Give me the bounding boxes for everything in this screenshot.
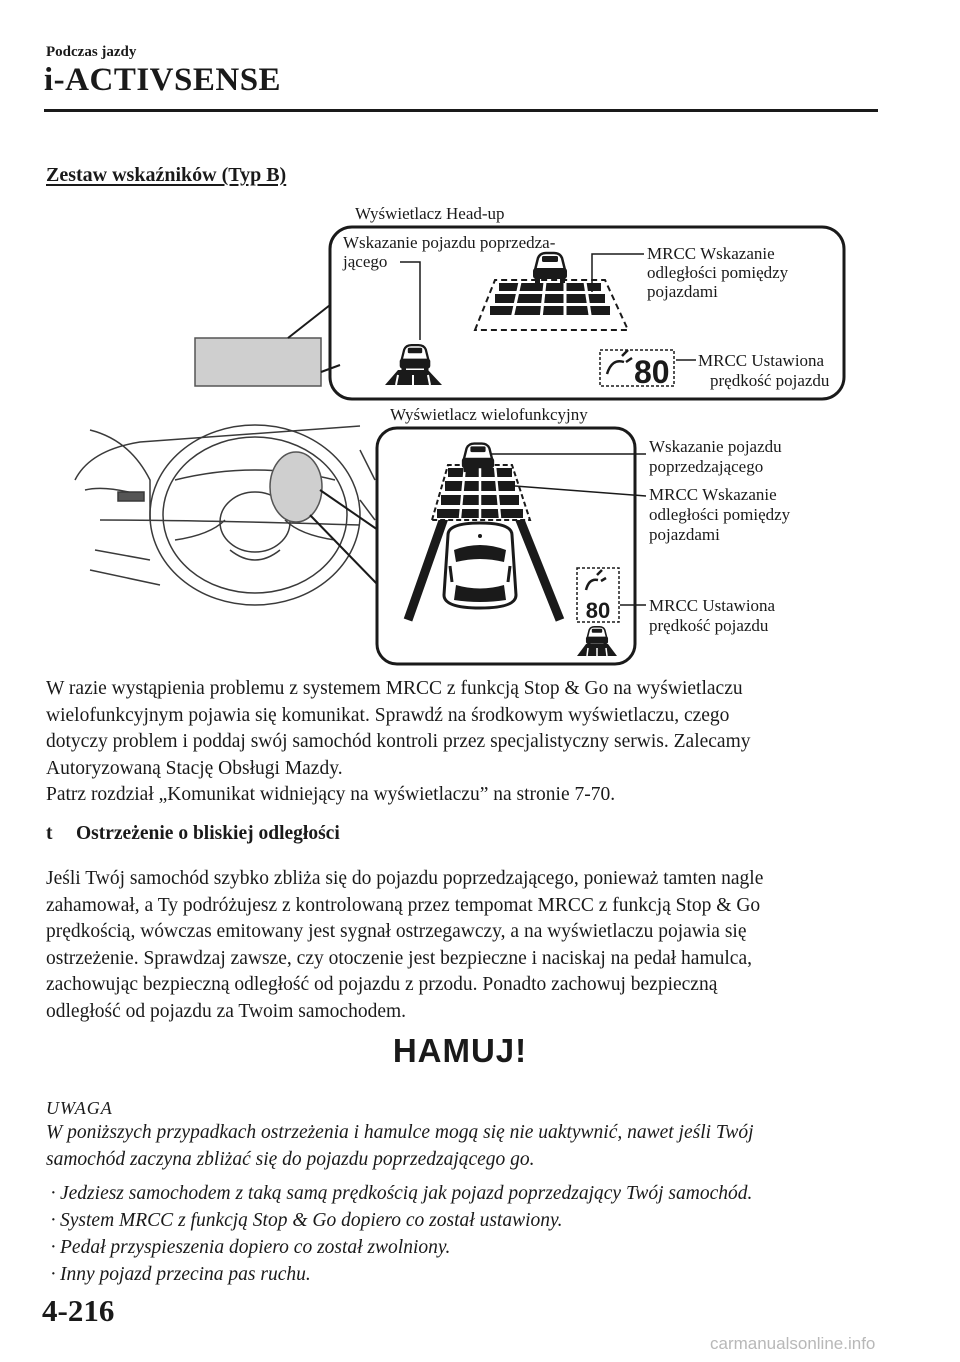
brake-warning-text: HAMUJ! bbox=[392, 1032, 528, 1069]
text-line: dotyczy problem i poddaj swój samochód kontroli przez specjalistyczny serwis. Zalecamy bbox=[46, 731, 751, 752]
hud-title-label: Wyświetlacz Head-up bbox=[355, 204, 505, 223]
text-line: prędkością, wówczas emitowany jest sygnał ostrzegawczy, a na wyświetlaczu pojawia się bbox=[46, 921, 747, 942]
paragraph-close-distance-warning bbox=[46, 866, 896, 1025]
section-title: i-ACTIVSENSE bbox=[44, 62, 282, 98]
text-line: wielofunkcyjnym pojawia się komunikat. Sprawdź na środkowym wyświetlaczu, czego bbox=[46, 704, 730, 726]
text-line: W razie wystąpienia problemu z systemem MRCC z funkcją Stop & Go na wyświetlaczu bbox=[46, 678, 743, 699]
bullet-heading bbox=[46, 823, 340, 845]
note-intro bbox=[46, 1120, 896, 1173]
page-number: 4-216 bbox=[42, 1293, 115, 1328]
multi-speed-value: 80 bbox=[585, 598, 611, 623]
hud-distance-label: MRCC Wskazanie odległości pomiędzy pojazdami bbox=[647, 244, 789, 301]
multi-speed-label: MRCC Ustawiona prędkość pojazdu bbox=[649, 596, 776, 635]
text-line: Patrz rozdział „Komunikat widniejący na wyświetlaczu” na stronie 7-70. bbox=[46, 784, 616, 805]
bullet-marker: t bbox=[46, 823, 53, 844]
header-rule bbox=[44, 109, 878, 112]
text-line: zachowując bezpieczną odległość od pojazdu z przodu. Ponadto zachowuj bezpieczną bbox=[46, 974, 718, 995]
note-list bbox=[46, 1180, 752, 1288]
bullet-heading-text: Ostrzeżenie o bliskiej odległości bbox=[76, 823, 340, 844]
instrument-cluster-figure bbox=[0, 190, 960, 670]
dashboard-illustration bbox=[75, 425, 375, 605]
list-item: · System MRCC z funkcją Stop & Go dopiero co został ustawiony. bbox=[50, 1210, 563, 1231]
watermark: carmanualsonline.info bbox=[710, 1334, 876, 1353]
text-line: odległość od pojazdu za Twoim samochodem. bbox=[46, 1000, 407, 1022]
list-item: · Jedziesz samochodem z taką samą prędkością jak pojazd poprzedzający Twój samochód. bbox=[50, 1183, 753, 1204]
multi-display-area bbox=[270, 452, 322, 522]
text-line: zahamował, a Ty podróżujesz z kontrolowaną przez tempomat MRCC z funkcją Stop & Go bbox=[46, 894, 761, 916]
multi-vehicle-ahead-label: Wskazanie pojazdu poprzedzającego bbox=[649, 437, 782, 476]
section-label: Podczas jazdy bbox=[46, 44, 137, 60]
hud-vehicle-ahead-label: Wskazanie pojazdu poprzedza- jącego bbox=[343, 233, 556, 271]
text-line: W poniższych przypadkach ostrzeżenia i hamulce mogą się nie uaktywnić, nawet jeśli Twój bbox=[46, 1122, 754, 1143]
text-line: samochód zaczyna zbliżać się do pojazdu poprzedzającego go. bbox=[46, 1148, 535, 1170]
list-item: · Pedał przyspieszenia dopiero co został zwolniony. bbox=[50, 1237, 451, 1258]
subheading: Zestaw wskaźników (Typ B) bbox=[46, 164, 287, 186]
paragraph-mrcc-problem bbox=[46, 676, 896, 809]
own-car-icon bbox=[444, 523, 516, 608]
list-item: · Inny pojazd przecina pas ruchu. bbox=[50, 1264, 311, 1285]
hud-speed-label: MRCC Ustawiona prędkość pojazdu bbox=[698, 351, 830, 390]
text-line: ostrzeżenie. Sprawdzaj zawsze, czy otoczenie jest bezpieczne i naciskaj na pedał hamulca, bbox=[46, 947, 752, 969]
multi-title-label: Wyświetlacz wielofunkcyjny bbox=[390, 405, 588, 424]
text-line: Autoryzowaną Stację Obsługi Mazdy. bbox=[46, 757, 343, 779]
note-title: UWAGA bbox=[46, 1098, 113, 1118]
multi-distance-label: MRCC Wskazanie odległości pomiędzy pojazdami bbox=[649, 485, 791, 544]
hud-speed-value: 80 bbox=[634, 354, 670, 390]
windshield-area bbox=[195, 338, 321, 386]
text-line: Jeśli Twój samochód szybko zbliża się do pojazdu poprzedzającego, ponieważ tamten nagle bbox=[46, 868, 764, 889]
